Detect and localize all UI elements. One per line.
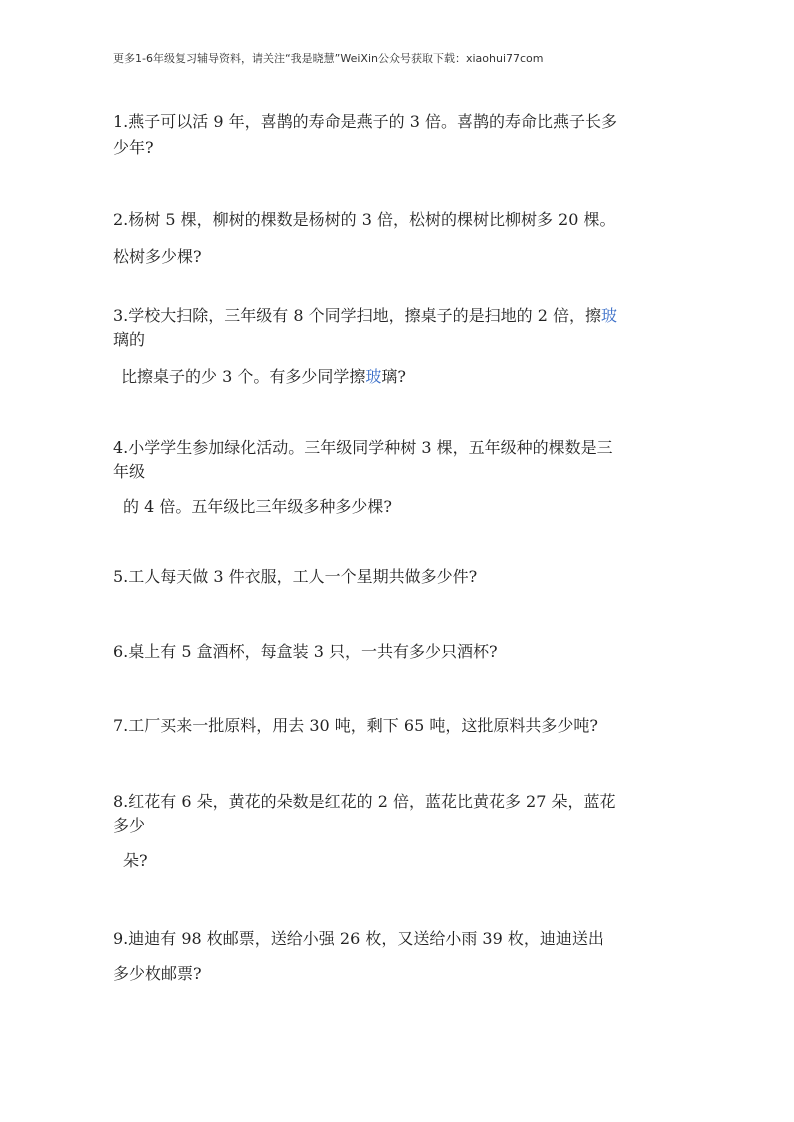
question-4-line-2: 年级 <box>113 462 146 481</box>
question-8-line-1: 8.红花有 6 朵，黄花的朵数是红花的 2 倍，蓝花比黄花多 27 朵，蓝花 <box>113 792 616 811</box>
question-8-line-2: 多少 <box>113 816 146 835</box>
question-4-line-1: 4.小学学生参加绿化活动。三年级同学种树 3 棵，五年级种的棵数是三 <box>113 438 613 457</box>
question-7-line-1: 7.工厂买来一批原料，用去 30 吨，剩下 65 吨，这批原料共多少吨? <box>113 716 598 735</box>
question-3-blue-char-2: 玻 <box>365 367 382 386</box>
question-2-line-1: 2.杨树 5 棵，柳树的棵数是杨树的 3 倍，松树的棵树比柳树多 20 棵。 <box>113 210 616 229</box>
question-5-line-1: 5.工人每天做 3 件衣服，工人一个星期共做多少件? <box>113 567 478 586</box>
question-4-line-3: 的 4 倍。五年级比三年级多种多少棵? <box>123 497 392 516</box>
question-3-line-3-text: 比擦桌子的少 3 个。有多少同学擦 <box>121 367 366 386</box>
question-3-line-1 <box>113 306 617 326</box>
question-3-line-2: 璃的 <box>113 330 146 349</box>
question-6-line-1: 6.桌上有 5 盒酒杯，每盒装 3 只，一共有多少只酒杯? <box>113 642 498 661</box>
question-1-line-1: 1.燕子可以活 9 年，喜鹊的寿命是燕子的 3 倍。喜鹊的寿命比燕子长多 <box>113 112 617 131</box>
question-2-line-2: 松树多少棵? <box>113 247 202 266</box>
question-3-line-1-text: 3.学校大扫除，三年级有 8 个同学扫地，擦桌子的是扫地的 2 倍，擦 <box>113 306 601 325</box>
question-3-blue-char: 玻 <box>600 306 617 325</box>
question-9-line-2: 多少枚邮票? <box>113 964 202 983</box>
question-3-line-3 <box>121 367 406 387</box>
page-header: 更多1-6年级复习辅导资料，请关注“我是晓慧”WeiXin公众号获取下载：xiaohui77com <box>113 52 544 65</box>
question-3-line-3-end: 璃? <box>381 367 406 386</box>
question-1-line-2: 少年? <box>113 138 154 157</box>
question-8-line-3: 朵? <box>123 851 148 870</box>
question-9-line-1: 9.迪迪有 98 枚邮票，送给小强 26 枚，又送给小雨 39 枚，迪迪送出 <box>113 929 604 948</box>
